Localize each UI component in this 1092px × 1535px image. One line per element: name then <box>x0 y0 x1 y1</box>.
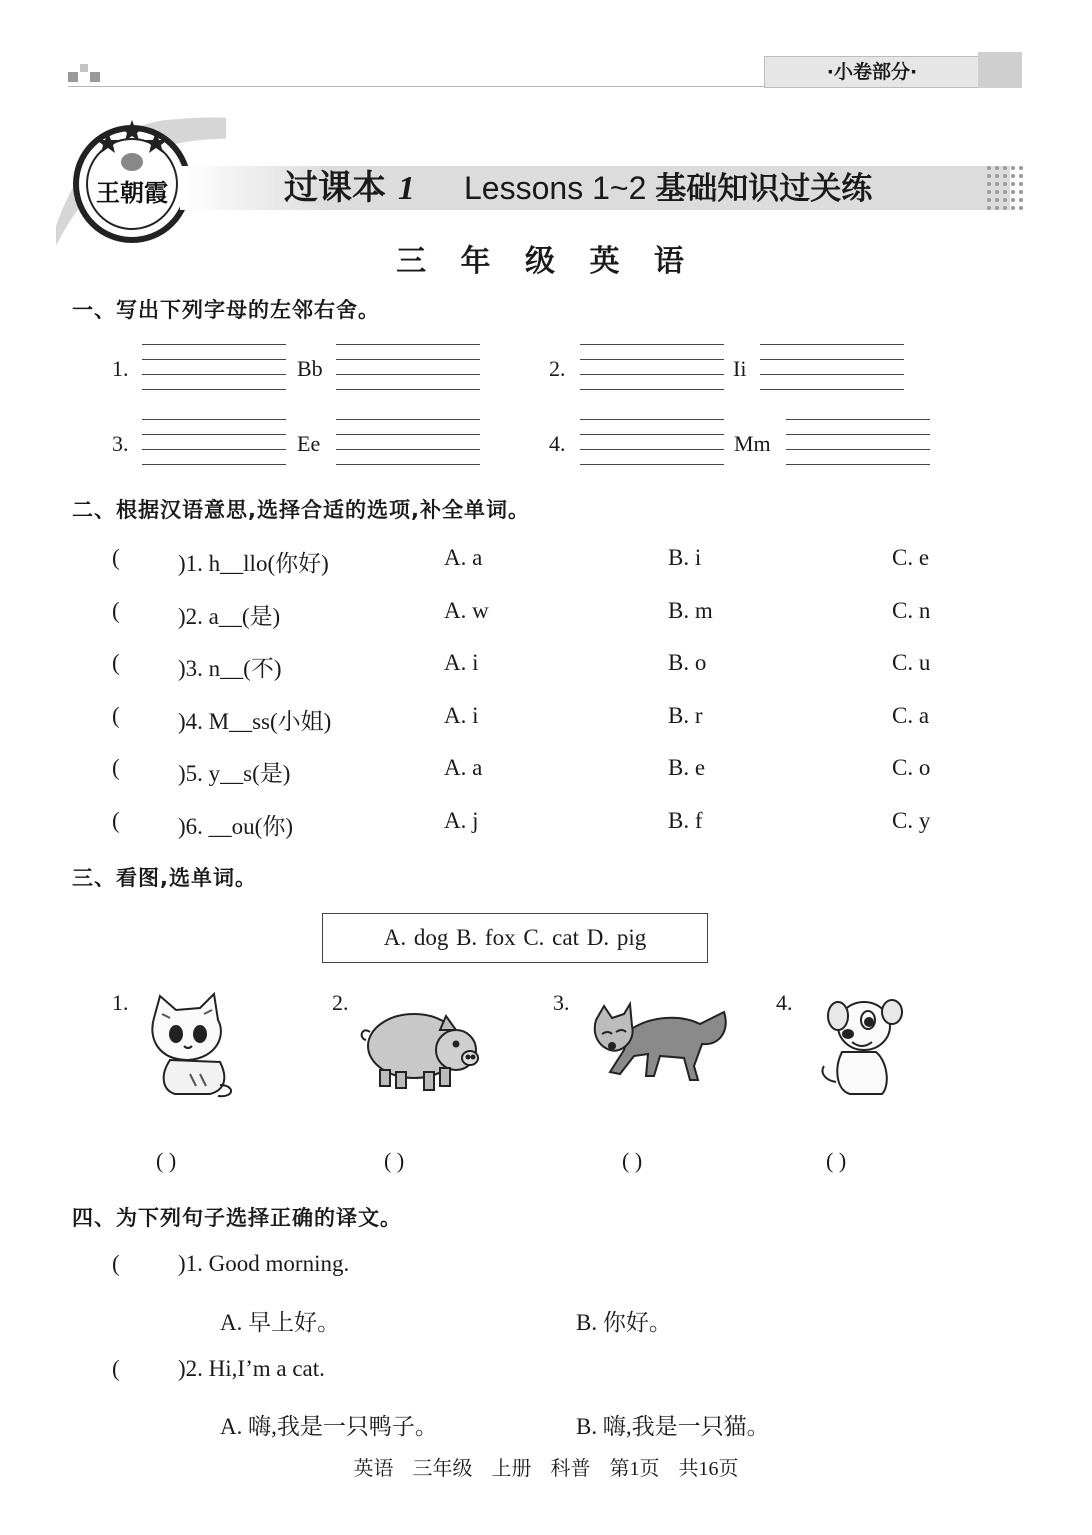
s2-row-2-option-a: A. w <box>444 598 489 623</box>
s1-item-3-letter: Ee <box>297 431 321 456</box>
s3-pic-4-num: 4. <box>776 990 793 1015</box>
title-cn-text: 过课本 <box>284 168 386 208</box>
s1-item-4-letter: Mm <box>734 431 771 456</box>
s1-item-2-left-lines[interactable] <box>580 344 724 404</box>
s4-item-2-option-a: A. 嗨,我是一只鸭子。 <box>220 1414 438 1439</box>
s1-item-2-num: 2. <box>549 356 566 381</box>
s2-row-5-open[interactable]: ( <box>112 755 120 780</box>
s3-pic-1-num: 1. <box>112 990 129 1015</box>
s2-row-3-option-a: A. i <box>444 650 479 675</box>
s2-row-2-option-b: B. m <box>668 598 713 623</box>
s2-row-3-open[interactable]: ( <box>112 650 120 675</box>
s2-row-3-option-c: C. u <box>892 650 931 675</box>
s2-row-4-open[interactable]: ( <box>112 703 120 728</box>
section1-heading: 一、写出下列字母的左邻右舍。 <box>72 298 380 322</box>
s4-item-1-option-a: A. 早上好。 <box>220 1310 341 1335</box>
s3-pic-1-answer[interactable]: ( ) <box>156 1148 177 1173</box>
s1-item-1-left-lines[interactable] <box>142 344 286 404</box>
s4-item-2-open[interactable]: ( <box>112 1356 120 1381</box>
section3-heading: 三、看图,选单词。 <box>72 866 257 890</box>
s1-item-2-right-lines[interactable] <box>760 344 904 404</box>
section-tag: ·小卷部分· <box>764 56 980 88</box>
s4-item-2-option-b: B. 嗨,我是一只猫。 <box>576 1414 770 1439</box>
s1-item-4-right-lines[interactable] <box>786 419 930 479</box>
title-dots <box>985 164 1025 212</box>
s2-row-3-question: )3. n__(不) <box>178 656 282 681</box>
word-options-box: A. dog B. fox C. cat D. pig <box>322 913 708 963</box>
tag-tab <box>978 52 1022 88</box>
s2-row-2-open[interactable]: ( <box>112 598 120 623</box>
s1-item-3-left-lines[interactable] <box>142 419 286 479</box>
s3-pic-3-answer[interactable]: ( ) <box>622 1148 643 1173</box>
s2-row-4-question: )4. M__ss(小姐) <box>178 709 332 734</box>
s2-row-5-option-c: C. o <box>892 755 931 780</box>
s2-row-2-option-c: C. n <box>892 598 931 623</box>
s4-item-1-option-b: B. 你好。 <box>576 1310 672 1335</box>
s2-row-1-open[interactable]: ( <box>112 545 120 570</box>
lesson-subtitle: 基础知识过关练 <box>655 171 873 207</box>
s1-item-1-right-lines[interactable] <box>336 344 480 404</box>
s1-item-3-right-lines[interactable] <box>336 419 480 479</box>
s2-row-1-option-c: C. e <box>892 545 930 570</box>
s2-row-3-option-b: B. o <box>668 650 707 675</box>
s1-item-1-num: 1. <box>112 356 129 381</box>
s4-item-1-open[interactable]: ( <box>112 1251 120 1276</box>
s4-item-2-question: )2. Hi,I’m a cat. <box>178 1356 325 1381</box>
page-title <box>284 166 415 211</box>
s2-row-6-open[interactable]: ( <box>112 808 120 833</box>
corner-decoration <box>68 64 108 84</box>
s3-pic-3-num: 3. <box>553 990 570 1015</box>
s1-item-3-num: 3. <box>112 431 129 456</box>
s2-row-6-option-a: A. j <box>444 808 479 833</box>
s3-pic-4-answer[interactable]: ( ) <box>826 1148 847 1173</box>
s2-row-4-option-b: B. r <box>668 703 703 728</box>
section2-heading: 二、根据汉语意思,选择合适的选项,补全单词。 <box>72 498 530 522</box>
s2-row-4-option-c: C. a <box>892 703 930 728</box>
s1-item-2-letter: Ii <box>733 356 747 381</box>
section4-heading: 四、为下列句子选择正确的译文。 <box>72 1206 402 1230</box>
s2-row-2-question: )2. a__(是) <box>178 604 281 629</box>
dog-icon <box>816 992 906 1098</box>
lesson-title <box>464 166 872 211</box>
title-number: 1 <box>397 170 415 207</box>
s2-row-6-question: )6. __ou(你) <box>178 814 293 839</box>
lesson-range: Lessons 1~2 <box>464 170 647 206</box>
fox-icon <box>590 996 736 1092</box>
s3-pic-2-answer[interactable]: ( ) <box>384 1148 405 1173</box>
logo-text: 王朝霞 <box>96 178 168 207</box>
s2-row-5-question: )5. y__s(是) <box>178 761 291 786</box>
s2-row-5-option-a: A. a <box>444 755 483 780</box>
s1-item-4-num: 4. <box>549 431 566 456</box>
s2-row-6-option-b: B. f <box>668 808 703 833</box>
s2-row-1-option-a: A. a <box>444 545 483 570</box>
s2-row-6-option-c: C. y <box>892 808 931 833</box>
s2-row-1-question: )1. h__llo(你好) <box>178 551 329 576</box>
s2-row-5-option-b: B. e <box>668 755 706 780</box>
s1-item-4-left-lines[interactable] <box>580 419 724 479</box>
s4-item-1-question: )1. Good morning. <box>178 1251 350 1276</box>
s2-row-1-option-b: B. i <box>668 545 702 570</box>
grade-subject-title: 三 年 级 英 语 <box>396 244 696 279</box>
s1-item-1-letter: Bb <box>297 356 323 381</box>
cat-icon <box>140 990 240 1100</box>
pig-icon <box>360 1000 484 1096</box>
s2-row-4-option-a: A. i <box>444 703 479 728</box>
s3-pic-2-num: 2. <box>332 990 349 1015</box>
page-footer: 英语 三年级 上册 科普 第1页 共16页 <box>353 1458 739 1480</box>
